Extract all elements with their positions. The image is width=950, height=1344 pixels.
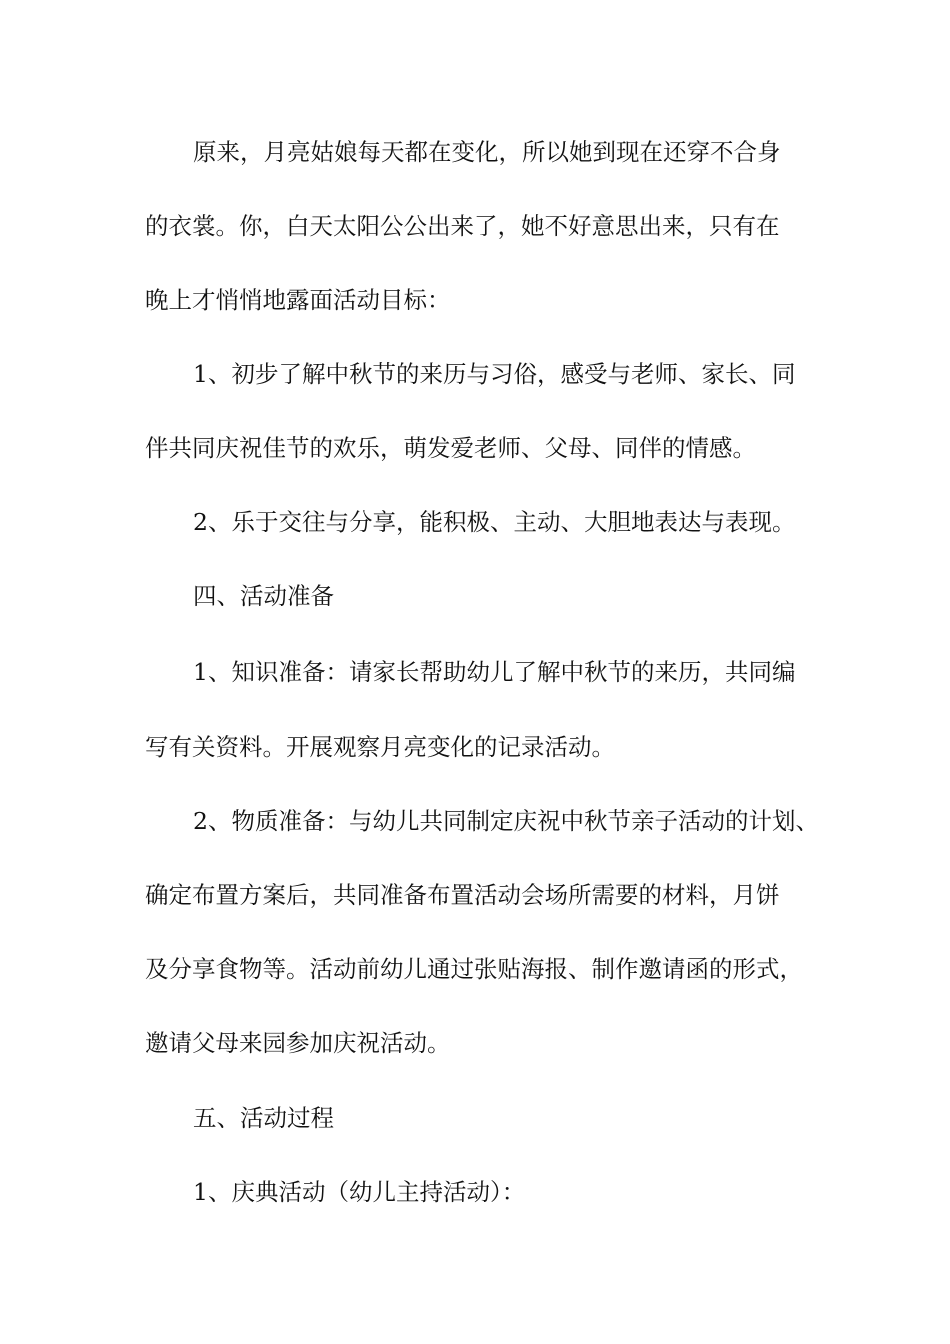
list-item-line: 邀请父母来园参加庆祝活动。	[145, 1029, 451, 1057]
list-item-line: 2、乐于交往与分享，能积极、主动、大胆地表达与表现。	[193, 508, 796, 536]
list-item-line: 1、庆典活动（幼儿主持活动）：	[193, 1178, 526, 1206]
paragraph-line: 的衣裳。你，白天太阳公公出来了，她不好意思出来，只有在	[145, 212, 780, 240]
list-item-line: 写有关资料。开展观察月亮变化的记录活动。	[145, 733, 615, 761]
list-item-line: 伴共同庆祝佳节的欢乐，萌发爱老师、父母、同伴的情感。	[145, 434, 756, 462]
section-heading: 四、活动准备	[193, 582, 334, 610]
section-heading: 五、活动过程	[193, 1104, 334, 1132]
list-item-line: 确定布置方案后，共同准备布置活动会场所需要的材料，月饼	[145, 881, 780, 909]
list-item-line: 2、物质准备：与幼儿共同制定庆祝中秋节亲子活动的计划、	[193, 807, 819, 835]
list-item-line: 1、知识准备：请家长帮助幼儿了解中秋节的来历，共同编	[193, 658, 796, 686]
paragraph-line: 晚上才悄悄地露面活动目标：	[145, 286, 451, 314]
paragraph-line: 原来，月亮姑娘每天都在变化，所以她到现在还穿不合身	[193, 138, 781, 166]
list-item-line: 1、初步了解中秋节的来历与习俗，感受与老师、家长、同	[193, 360, 796, 388]
list-item-line: 及分享食物等。活动前幼儿通过张贴海报、制作邀请函的形式，	[145, 955, 803, 983]
